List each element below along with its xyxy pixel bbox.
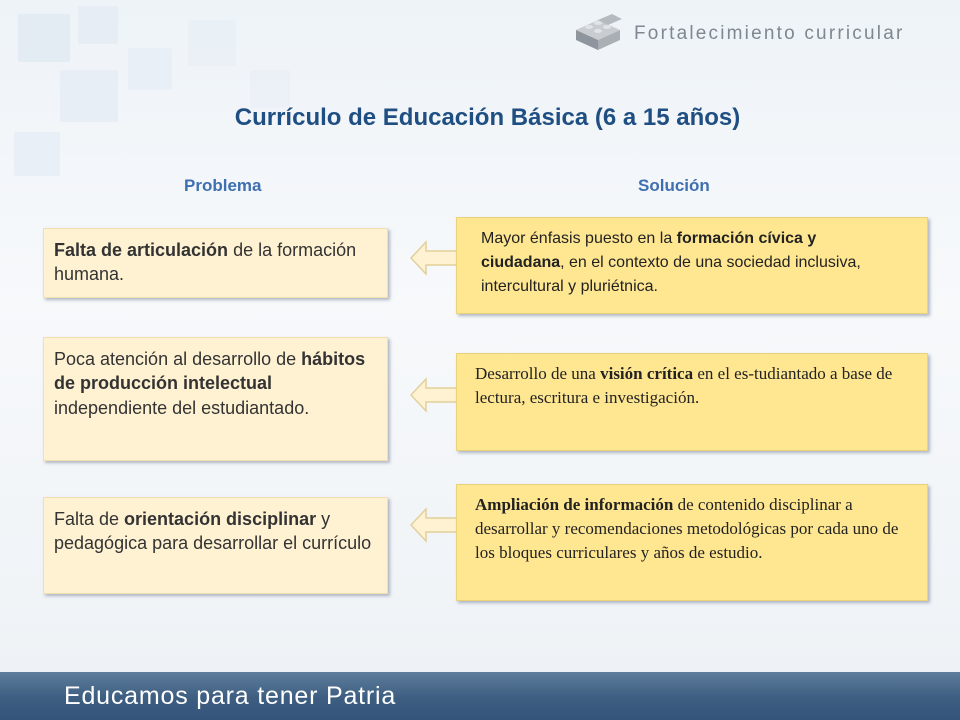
decorative-square (14, 132, 60, 176)
footer-slogan: Educamos para tener Patria (64, 682, 397, 710)
arrow-left-icon (410, 377, 458, 413)
solution-column-label: Solución (638, 176, 710, 195)
solution-2-text: Desarrollo de una (475, 364, 601, 383)
decorative-square (188, 20, 236, 66)
decorative-square (128, 48, 172, 90)
solution-box-1 (456, 217, 928, 314)
problem-3-text: Falta de (54, 509, 125, 529)
solution-1-text: Mayor énfasis puesto en la (481, 230, 677, 247)
solution-3-emphasis: Ampliación de información (475, 495, 674, 514)
solution-1-emphasis: formación cívica y ciudadana (481, 230, 817, 271)
slide-title: Currículo de Educación Básica (6 a 15 años) (234, 104, 741, 131)
problem-2-emphasis: hábitos de producción intelectual (54, 349, 366, 394)
problem-2-text-end: independiente del estudiantado. (54, 397, 310, 418)
problem-1-emphasis: Falta de articulación (54, 240, 229, 260)
problem-box-1 (43, 228, 388, 298)
footer-bar (0, 672, 960, 720)
decorative-square (78, 6, 118, 44)
solution-2-text-end: en el es-tudiantado a base de lectura, escritura e investigación. (475, 364, 893, 408)
solution-box-3 (456, 484, 928, 601)
decorative-square (18, 14, 70, 62)
solution-1-text-end: , en el contexto de una sociedad inclusiva, intercultural y pluriétnica. (481, 254, 861, 295)
problem-box-3 (43, 497, 388, 594)
arrow-left-icon (410, 507, 458, 543)
solution-box-2 (456, 353, 928, 451)
header-brand (572, 14, 905, 54)
arrow-left-icon (410, 240, 458, 276)
decorative-square (250, 70, 290, 108)
brick-icon (572, 14, 624, 54)
problem-box-2 (43, 337, 388, 461)
brand-text: Fortalecimiento curricular (634, 23, 905, 44)
problem-1-text: de la formación humana. (54, 240, 357, 285)
problem-2-text: Poca atención al desarrollo de (54, 349, 302, 369)
problem-3-emphasis: orientación disciplinar (124, 509, 317, 529)
solution-3-text: de contenido disciplinar a desarrollar y recomendaciones metodológicas por cada uno de los bloques curriculares y años de estudio. (475, 495, 899, 563)
solution-2-emphasis: visión crítica (600, 364, 694, 383)
problem-3-text-end: y pedagógica para desarrollar el currículo (54, 509, 372, 554)
problem-column-label: Problema (184, 176, 262, 195)
